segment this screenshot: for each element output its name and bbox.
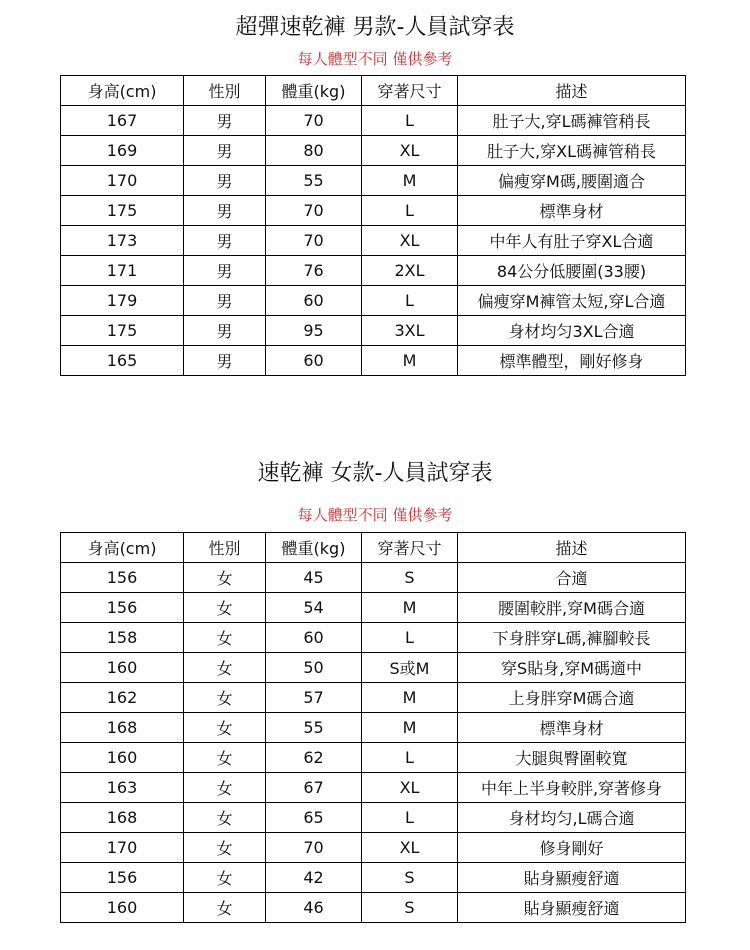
cell-weight: 60 [266,286,362,316]
table-header-row [61,533,686,563]
cell-height: 175 [61,316,184,346]
cell-height: 175 [61,196,184,226]
cell-height: 158 [61,623,184,653]
cell-gender: 男 [184,226,266,256]
header-size: 穿著尺寸 [362,76,458,106]
cell-gender: 女 [184,713,266,743]
header-weight: 體重(kg) [266,76,362,106]
cell-gender: 女 [184,623,266,653]
cell-size: XL [362,833,458,863]
cell-height: 169 [61,136,184,166]
cell-description: 下身胖穿L碼,褲腳較長 [458,623,686,653]
cell-size: S [362,563,458,593]
cell-description: 標準身材 [458,196,686,226]
cell-gender: 女 [184,653,266,683]
cell-size: M [362,593,458,623]
cell-description: 穿S貼身,穿M碼適中 [458,653,686,683]
header-height: 身高(cm) [61,76,184,106]
cell-weight: 45 [266,563,362,593]
cell-description: 腰圍較胖,穿M碼合適 [458,593,686,623]
table-row [61,593,686,623]
cell-gender: 女 [184,803,266,833]
table-row [61,863,686,893]
cell-height: 156 [61,563,184,593]
cell-size: L [362,743,458,773]
cell-weight: 55 [266,166,362,196]
table-row [61,743,686,773]
cell-height: 162 [61,683,184,713]
cell-description: 修身剛好 [458,833,686,863]
cell-weight: 80 [266,136,362,166]
table-row [61,653,686,683]
cell-size: L [362,286,458,316]
women-fit-table [60,532,686,923]
cell-height: 179 [61,286,184,316]
cell-description: 中年人有肚子穿XL合適 [458,226,686,256]
cell-size: XL [362,226,458,256]
cell-description: 標準身材 [458,713,686,743]
cell-height: 168 [61,713,184,743]
cell-weight: 54 [266,593,362,623]
cell-weight: 65 [266,803,362,833]
cell-gender: 男 [184,106,266,136]
cell-height: 170 [61,166,184,196]
cell-gender: 男 [184,286,266,316]
cell-height: 160 [61,893,184,923]
cell-height: 167 [61,106,184,136]
header-gender: 性別 [184,76,266,106]
table-row [61,623,686,653]
cell-weight: 70 [266,833,362,863]
cell-weight: 62 [266,743,362,773]
table-header-row [61,76,686,106]
cell-gender: 男 [184,166,266,196]
cell-weight: 57 [266,683,362,713]
table-row [61,773,686,803]
women-table-title: 速乾褲 女款-人員試穿表 [257,461,493,486]
cell-gender: 男 [184,346,266,376]
cell-size: L [362,196,458,226]
cell-size: XL [362,773,458,803]
cell-weight: 50 [266,653,362,683]
cell-weight: 76 [266,256,362,286]
table-row [61,196,686,226]
cell-size: 3XL [362,316,458,346]
table-row [61,713,686,743]
cell-weight: 60 [266,623,362,653]
header-weight: 體重(kg) [266,533,362,563]
cell-gender: 女 [184,563,266,593]
table-row [61,166,686,196]
cell-description: 84公分低腰圍(33腰) [458,256,686,286]
cell-weight: 95 [266,316,362,346]
cell-gender: 男 [184,196,266,226]
cell-size: L [362,803,458,833]
cell-description: 身材均匀3XL合適 [458,316,686,346]
table-row [61,256,686,286]
cell-gender: 女 [184,683,266,713]
cell-gender: 男 [184,316,266,346]
cell-gender: 女 [184,773,266,803]
cell-size: S或M [362,653,458,683]
table-row [61,683,686,713]
cell-gender: 男 [184,136,266,166]
cell-weight: 70 [266,196,362,226]
header-description: 描述 [458,533,686,563]
cell-height: 163 [61,773,184,803]
cell-weight: 60 [266,346,362,376]
cell-height: 156 [61,593,184,623]
cell-gender: 男 [184,256,266,286]
cell-size: L [362,106,458,136]
table-row [61,316,686,346]
cell-height: 165 [61,346,184,376]
cell-size: S [362,893,458,923]
cell-gender: 女 [184,833,266,863]
cell-size: M [362,166,458,196]
cell-gender: 女 [184,593,266,623]
cell-size: S [362,863,458,893]
cell-gender: 女 [184,863,266,893]
table-row [61,226,686,256]
cell-size: M [362,683,458,713]
cell-height: 156 [61,863,184,893]
cell-size: L [362,623,458,653]
cell-description: 標準體型，剛好修身 [458,346,686,376]
cell-description: 上身胖穿M碼合適 [458,683,686,713]
cell-gender: 女 [184,743,266,773]
cell-size: M [362,713,458,743]
table-row [61,893,686,923]
men-fit-table [60,75,686,376]
cell-description: 身材均匀,L碼合適 [458,803,686,833]
cell-description: 偏瘦穿M碼,腰圍適合 [458,166,686,196]
header-size: 穿著尺寸 [362,533,458,563]
header-height: 身高(cm) [61,533,184,563]
cell-weight: 70 [266,106,362,136]
table-row [61,286,686,316]
women-table-note: 每人體型不同 僅供參考 [297,506,453,524]
cell-height: 170 [61,833,184,863]
cell-description: 貼身顯瘦舒適 [458,863,686,893]
cell-description: 合適 [458,563,686,593]
table-row [61,563,686,593]
cell-size: XL [362,136,458,166]
cell-weight: 55 [266,713,362,743]
cell-description: 肚子大,穿XL碼褲管稍長 [458,136,686,166]
cell-weight: 46 [266,893,362,923]
cell-description: 偏瘦穿M褲管太短,穿L合適 [458,286,686,316]
cell-description: 肚子大,穿L碼褲管稍長 [458,106,686,136]
cell-height: 160 [61,653,184,683]
header-description: 描述 [458,76,686,106]
cell-height: 173 [61,226,184,256]
header-gender: 性別 [184,533,266,563]
cell-height: 171 [61,256,184,286]
cell-height: 160 [61,743,184,773]
cell-description: 貼身顯瘦舒適 [458,893,686,923]
cell-size: 2XL [362,256,458,286]
table-row [61,136,686,166]
cell-height: 168 [61,803,184,833]
cell-gender: 女 [184,893,266,923]
cell-size: M [362,346,458,376]
cell-weight: 70 [266,226,362,256]
cell-weight: 67 [266,773,362,803]
men-table-note: 每人體型不同 僅供參考 [297,50,453,68]
cell-description: 大腿與臀圍較寬 [458,743,686,773]
table-row [61,106,686,136]
men-table-title: 超彈速乾褲 男款-人員試穿表 [235,15,515,40]
table-row [61,803,686,833]
table-row [61,833,686,863]
cell-weight: 42 [266,863,362,893]
table-row [61,346,686,376]
cell-description: 中年上半身較胖,穿著修身 [458,773,686,803]
